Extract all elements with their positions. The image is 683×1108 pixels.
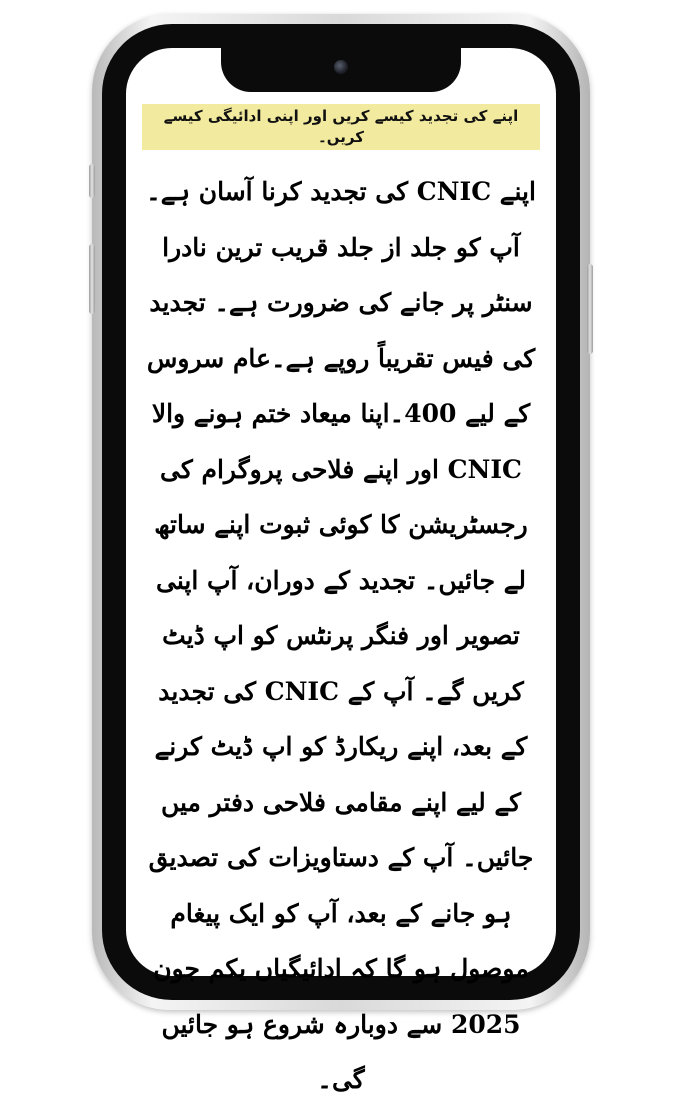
headline-container	[142, 104, 540, 150]
article-content	[142, 104, 540, 1094]
phone-screen	[126, 48, 556, 1094]
article-body: اپنے CNIC کی تجدید کرنا آسان ہے۔ آپ کو جلد از جلد قریب ترین نادرا سنٹر پر جانے کی ضرورت ہے۔ تجدید کی فیس تقریباً روپے ہے۔عام سروس کے لیے 400۔اپنا میعاد ختم ہونے والا CNIC اور اپنے فلاحی پروگرام کی رجسٹریشن کا کوئی ثبوت اپنے ساتھ لے جائیں۔ تجدید کے دوران، آپ اپنی تصویر اور فنگر پرنٹس کو اپ ڈیٹ کریں گے۔ آپ کے CNIC کی تجدید کے بعد، اپنے ریکارڈ کو اپ ڈیٹ کرنے کے لیے اپنے مقامی فلاحی دفتر میں جائیں۔ آپ کے دستاویزات کی تصدیق ہو جانے کے بعد، آپ کو ایک پیغام موصول ہو گا کہ ادائیگیاں یکم جون 2025 سے دوبارہ شروع ہو جائیں گی۔	[146, 177, 536, 1094]
volume-down-button	[89, 244, 95, 314]
notch	[221, 48, 461, 92]
article-headline: اپنے کی تجدید کیسے کریں اور اپنی ادائیگی کیسے کریں۔	[142, 104, 540, 150]
power-button	[587, 264, 593, 354]
front-camera-icon	[334, 60, 348, 74]
volume-up-button	[89, 164, 95, 198]
phone-frame	[92, 14, 590, 1094]
